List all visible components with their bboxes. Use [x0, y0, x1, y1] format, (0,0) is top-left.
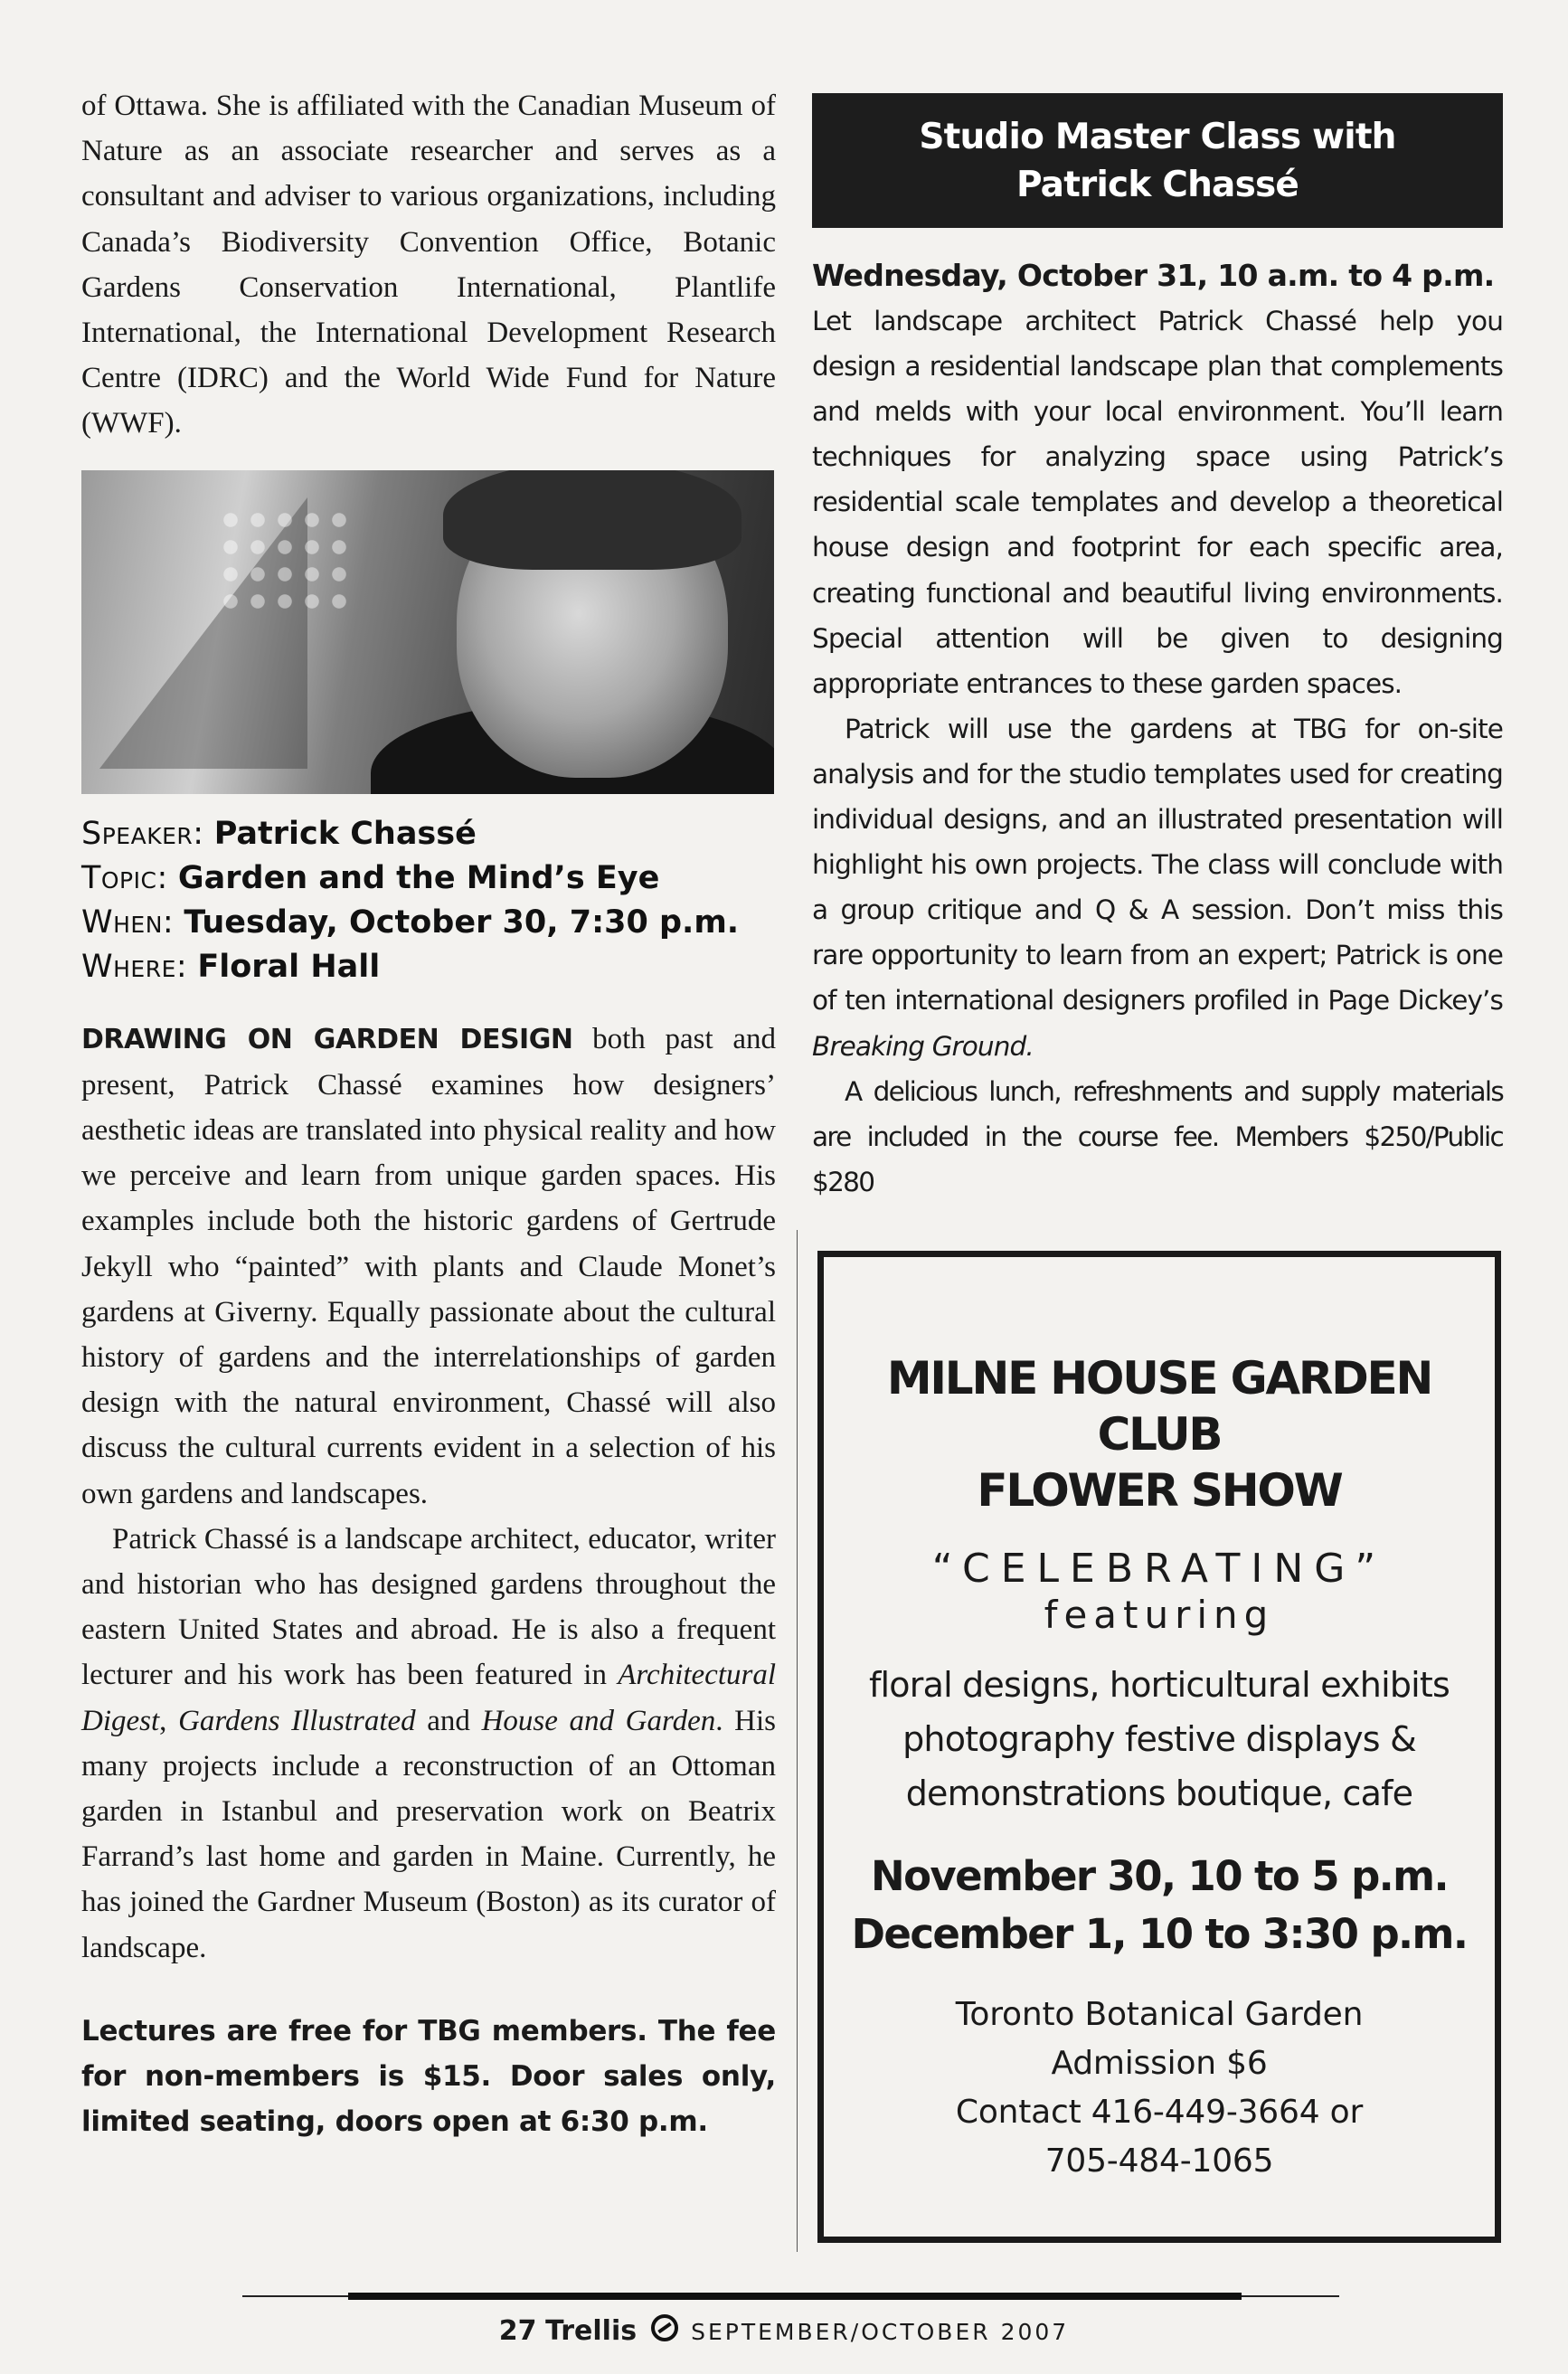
show-venue-info	[824, 1991, 1495, 2186]
feature-line-3: demonstrations boutique, cafe	[905, 1773, 1413, 1813]
banner-line-1: Studio Master Class with	[919, 117, 1396, 157]
celebrating-text: “CELEBRATING”	[931, 1546, 1387, 1592]
flower-show-ad	[817, 1251, 1501, 2243]
topic-label: Topic:	[81, 859, 168, 896]
bio-text-a: Patrick Chassé is a landscape architect, educator, writer and historian who has designed gardens throughout the eastern United States and abroad. He is also a frequent lecturer and his work has been featured in	[81, 1522, 776, 1692]
lecture-fee-note: Lectures are free for TBG members. The fee for non-members is $15. Door sales only, limited seating, doors open at 6:30 p.m.	[81, 2014, 776, 2138]
description-paragraph-1	[81, 1017, 776, 1517]
magazine-title-1: Architectural Digest	[81, 1659, 776, 1737]
where-label: Where:	[81, 948, 188, 985]
photo-hair	[443, 470, 741, 570]
left-column	[81, 83, 776, 2144]
page-footer	[0, 2313, 1568, 2350]
contact-line-2: 705-484-1065	[1044, 2142, 1274, 2180]
contact-line-1: Contact 416-449-3664 or	[955, 2094, 1364, 2131]
column-divider	[797, 1230, 798, 2252]
class-fee-paragraph: A delicious lunch, refreshments and supply materials are included in the course fee. Members $250/Public $280	[812, 1075, 1503, 1197]
right-column	[812, 93, 1503, 1205]
bio-sep-2: and	[415, 1704, 482, 1737]
lecture-details	[81, 812, 776, 989]
show-date-2: December 1, 10 to 3:30 p.m.	[851, 1910, 1468, 1958]
banner-line-2: Patrick Chassé	[1015, 165, 1299, 205]
lecture-description	[81, 1017, 776, 1971]
magazine-title-2: Gardens Illustrated	[178, 1704, 416, 1737]
feature-line-1: floral designs, horticultural exhibits	[868, 1665, 1450, 1705]
issue-date: SEPTEMBER/OCTOBER 2007	[691, 2319, 1070, 2345]
class-text-a: Patrick will use the gardens at TBG for on-site analysis and for the studio templates used for creating individual designs, and an illustrated presentation will highlight his own projects. The class will conclude with a group critique and Q & A session. Don’t miss this rare opportunity to learn from an expert; Patrick is one of ten international designers profiled in Page Dickey’s	[812, 713, 1503, 1017]
when-line	[81, 901, 776, 945]
magazine-title-3: House and Garden	[481, 1704, 716, 1737]
bio-sep-1: ,	[159, 1704, 179, 1737]
speaker-photo	[81, 470, 774, 794]
speaker-line	[81, 812, 776, 856]
flower-show-title-line-2: FLOWER SHOW	[977, 1464, 1342, 1517]
description-paragraph-2	[81, 1517, 776, 1971]
trellis-logo-icon	[651, 2314, 678, 2341]
feature-line-2: photography festive displays &	[902, 1719, 1416, 1759]
intro-paragraph: of Ottawa. She is affiliated with the Canadian Museum of Nature as an associate researcher and serves as a consultant and adviser to various organizations, including Canada’s Biodiversity Convention Office, Botanic Gardens Conservation International, Plantlife International, the International Development Research Centre (IDRC) and the World Wide Fund for Nature (WWF).	[81, 90, 776, 440]
bio-text-b: . His many projects include a reconstruction of an Ottoman garden in Istanbul and preservation work on Beatrix Farrand’s last home and garden in Maine. Currently, he has joined the Gardner Museum (Boston) as its curator of landscape.	[81, 1704, 777, 1964]
flower-show-title	[824, 1350, 1495, 1518]
flower-show-title-line-1: MILNE HOUSE GARDEN CLUB	[886, 1352, 1432, 1461]
page-number: 27	[498, 2315, 537, 2347]
speaker-label: Speaker:	[81, 815, 204, 852]
magazine-name: Trellis	[545, 2315, 638, 2347]
class-paragraph-2	[812, 706, 1503, 1069]
class-paragraph-1: Let landscape architect Patrick Chassé help you design a residential landscape plan that complements and melds with your local environment. You’ll learn techniques for analyzing space using Patrick’s residential scale templates and develop a theoretical house design and footprint for each specific area, creating functional and beautiful living environments. Special attention will be given to designing appropriate entrances to these garden spaces.	[812, 306, 1503, 699]
topic-value: Garden and the Mind’s Eye	[177, 859, 660, 896]
when-label: When:	[81, 903, 175, 941]
when-value: Tuesday, October 30, 7:30 p.m.	[184, 903, 740, 941]
where-value: Floral Hall	[197, 948, 381, 985]
show-date-1: November 30, 10 to 5 p.m.	[871, 1852, 1448, 1900]
admission-price: Admission $6	[1051, 2045, 1268, 2082]
topic-line	[81, 856, 776, 901]
master-class-banner	[812, 93, 1503, 228]
featuring-text: featuring	[1044, 1593, 1275, 1637]
description-lead: DRAWING ON GARDEN DESIGN	[81, 1023, 573, 1055]
show-features	[824, 1658, 1495, 1821]
show-dates	[824, 1848, 1495, 1963]
photo-background-pattern	[217, 506, 353, 615]
footer-rule-bold	[348, 2293, 1242, 2300]
master-class-date: Wednesday, October 31, 10 a.m. to 4 p.m.	[812, 258, 1495, 293]
venue-name: Toronto Botanical Garden	[955, 1996, 1364, 2033]
where-line	[81, 945, 776, 989]
description-body-1: both past and present, Patrick Chassé examines how designers’ aesthetic ideas are translated into physical reality and how we perceive and learn from unique garden spaces. His examples include both the historic gardens of Gertrude Jekyll who “painted” with plants and Claude Monet’s gardens at Giverny. Equally passionate about the cultural history of gardens and the interrelationships of garden design with the natural environment, Chassé will also discuss the cultural currents evident in a selection of his own gardens and landscapes.	[81, 1022, 776, 1510]
speaker-value: Patrick Chassé	[213, 815, 477, 852]
book-title: Breaking Ground.	[812, 1030, 1034, 1062]
